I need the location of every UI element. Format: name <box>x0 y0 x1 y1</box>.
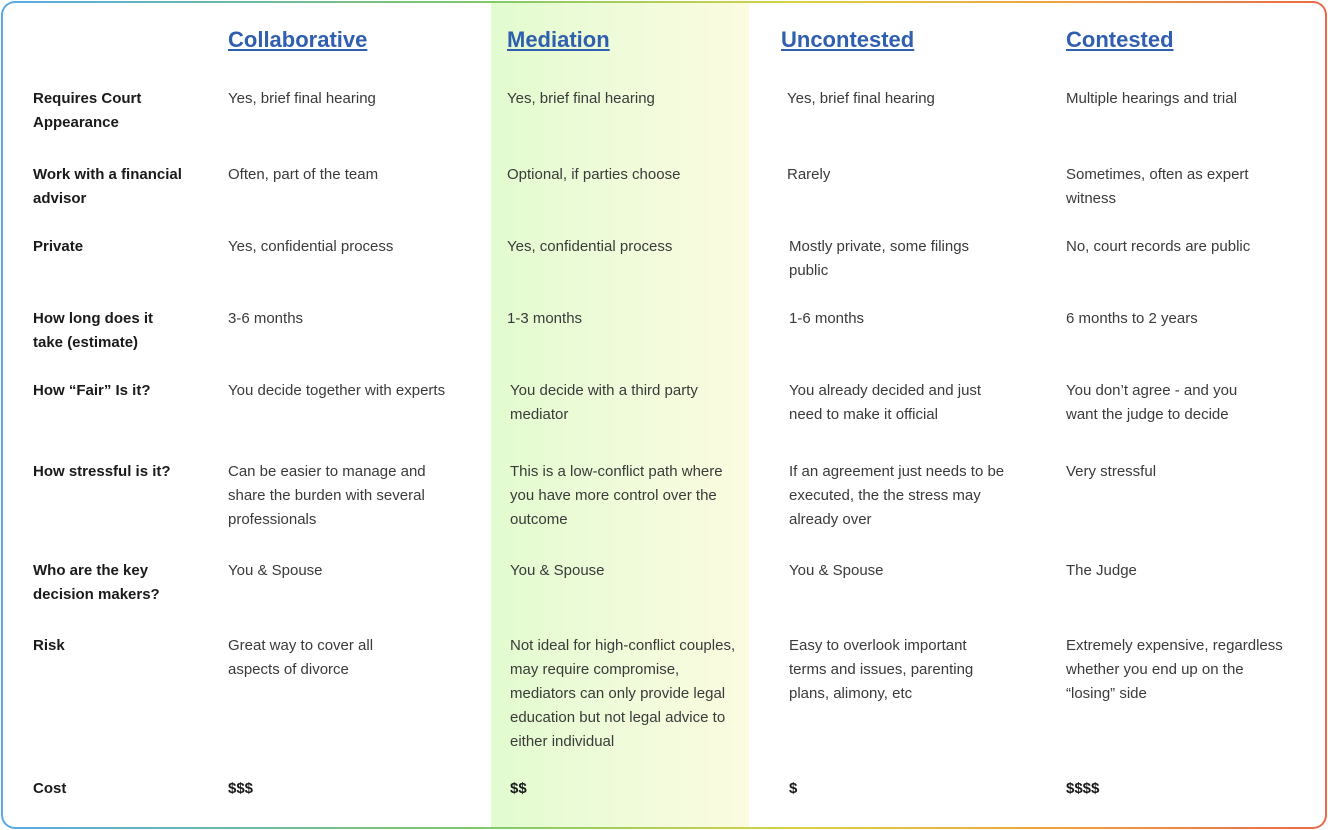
table-cell: This is a low-conflict path where you have more control over the outcome <box>510 463 723 528</box>
header-contested[interactable]: Contested <box>1066 27 1174 52</box>
table-cell: Multiple hearings and trial <box>1066 90 1237 107</box>
table-cell: Sometimes, often as expert witness <box>1066 166 1249 207</box>
cost-value: $$$ <box>228 780 254 797</box>
row-label: Who are the key decision makers? <box>33 562 160 603</box>
header-uncontested[interactable]: Uncontested <box>781 27 915 52</box>
table-cell: Rarely <box>787 166 831 183</box>
table-cell: 6 months to 2 years <box>1066 310 1198 327</box>
cost-value: $$$$ <box>1066 780 1100 797</box>
table-cell: 1-6 months <box>789 310 865 327</box>
row-label: Risk <box>33 637 65 654</box>
table-cell: You & Spouse <box>510 562 605 579</box>
comparison-frame <box>1 1 1327 829</box>
table-cell: You decide with a third party mediator <box>510 382 698 423</box>
row-label: Work with a financial advisor <box>33 166 182 207</box>
cost-value: $ <box>789 780 798 797</box>
table-cell: 1-3 months <box>507 310 583 327</box>
table-cell: Yes, confidential process <box>228 238 394 255</box>
table-cell: Easy to overlook important terms and issues, parenting plans, alimony, etc <box>789 637 974 702</box>
table-cell: Very stressful <box>1066 463 1157 480</box>
table-cell: The Judge <box>1066 562 1137 579</box>
table-cell: Extremely expensive, regardless whether you end up on the “losing” side <box>1066 637 1283 702</box>
table-cell: You already decided and just need to make it official <box>789 382 982 423</box>
row-label: Requires Court Appearance <box>33 90 142 131</box>
table-cell: Yes, confidential process <box>507 238 673 255</box>
table-cell: Can be easier to manage and share the burden with several professionals <box>228 463 426 528</box>
table-cell: You & Spouse <box>228 562 323 579</box>
table-cell: Not ideal for high-conflict couples, may require compromise, mediators can only provide legal education but not legal advice to either individual <box>510 637 736 750</box>
table-cell: If an agreement just needs to be executed, the the stress may already over <box>789 463 1005 528</box>
table-cell: Mostly private, some filings public <box>789 238 970 279</box>
table-cell: You don’t agree - and you want the judge to decide <box>1066 382 1238 423</box>
row-label: How stressful is it? <box>33 463 171 480</box>
cost-value: $$ <box>510 780 527 797</box>
comparison-table <box>3 3 1325 827</box>
table-cell: Optional, if parties choose <box>507 166 681 183</box>
table-cell: Great way to cover all aspects of divorce <box>228 637 374 678</box>
row-label: How “Fair” Is it? <box>33 382 151 399</box>
table-cell: 3-6 months <box>228 310 304 327</box>
table-cell: Yes, brief final hearing <box>787 90 935 107</box>
table-cell: You decide together with experts <box>228 382 446 399</box>
row-label: Cost <box>33 780 67 797</box>
row-label: How long does it take (estimate) <box>33 310 153 351</box>
table-cell: Yes, brief final hearing <box>507 90 655 107</box>
row-label: Private <box>33 238 84 255</box>
table-cell: You & Spouse <box>789 562 884 579</box>
table-cell: No, court records are public <box>1066 238 1251 255</box>
header-collaborative[interactable]: Collaborative <box>228 27 368 52</box>
table-cell: Yes, brief final hearing <box>228 90 376 107</box>
table-cell: Often, part of the team <box>228 166 379 183</box>
header-mediation[interactable]: Mediation <box>507 27 610 52</box>
